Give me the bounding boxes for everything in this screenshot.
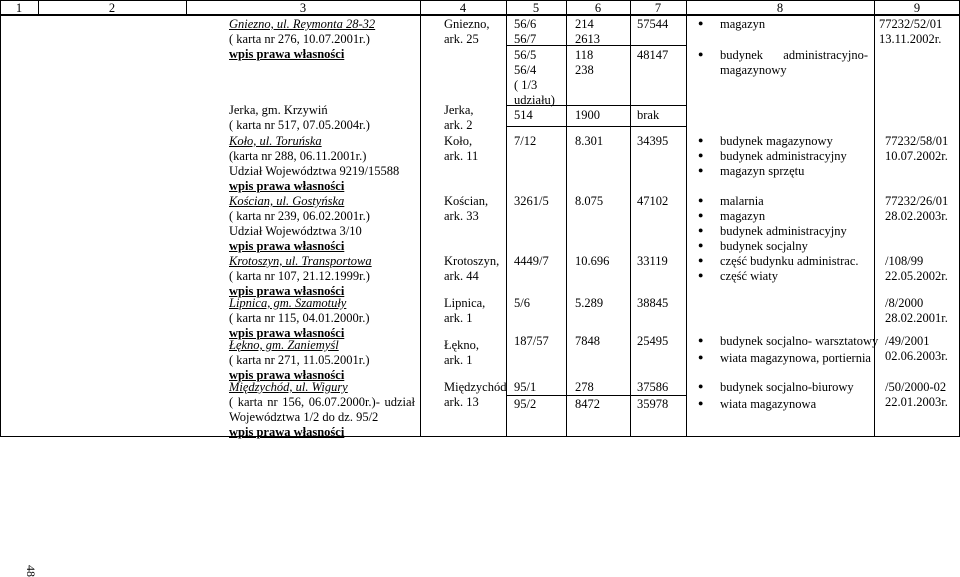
sheet: ark. 13	[444, 395, 479, 409]
building-item: magazynowy	[720, 63, 787, 77]
area: 7848	[575, 334, 600, 348]
value: 34395	[637, 134, 669, 148]
plot-number: 3261/5	[514, 194, 549, 208]
building-item: ● wiata magazynowa, portiernia	[720, 351, 871, 366]
value: 37586	[637, 380, 669, 394]
card-info: ( karta nr 156, 06.07.2000r.)- udział	[229, 395, 415, 409]
decision-number: 77232/26/01	[885, 194, 949, 208]
column-line	[630, 0, 631, 436]
table-bottom-border	[0, 436, 960, 437]
building-item: ● malarnia	[720, 194, 764, 209]
sheet: ark. 2	[444, 118, 473, 132]
column-line	[874, 0, 875, 436]
district: Kościan,	[444, 194, 489, 208]
location-name: Koło, ul. Toruńska	[229, 134, 322, 148]
value: 35978	[637, 397, 669, 411]
decision-date: 10.07.2002r.	[885, 149, 948, 163]
building-item: ● magazyn sprzętu	[720, 164, 804, 179]
district: Jerka,	[444, 103, 474, 117]
building-item: ● część wiaty	[720, 269, 778, 284]
location-name: Międzychód, ul. Wigury	[229, 380, 348, 394]
decision-number: /108/99	[885, 254, 924, 268]
building-item: ● magazyn	[720, 209, 765, 224]
ownership-entry: wpis prawa własności	[229, 425, 345, 439]
plot-number: 7/12	[514, 134, 537, 148]
sheet: ark. 25	[444, 32, 479, 46]
building-item: ● budynek socjalno-biurowy	[720, 380, 854, 395]
building-item: ● budynek administracyjny	[720, 224, 847, 239]
card-info: ( karta nr 517, 07.05.2004r.)	[229, 118, 370, 132]
header-col-1: 1	[0, 0, 38, 16]
sheet: ark. 1	[444, 353, 473, 367]
column-line	[566, 0, 567, 436]
value: brak	[637, 108, 660, 122]
area: 2613	[575, 32, 600, 46]
building-item: ● część budynku administrac.	[720, 254, 859, 269]
district: Łękno,	[444, 338, 480, 352]
district: Koło,	[444, 134, 473, 148]
page-number: 48	[24, 565, 38, 577]
ownership-entry: wpis prawa własności	[229, 239, 345, 253]
area: 8472	[575, 397, 600, 411]
district: Lipnica,	[444, 296, 486, 310]
header-col-4: 4	[420, 0, 506, 16]
plot-number: 56/4	[514, 63, 537, 77]
sheet: ark. 44	[444, 269, 479, 283]
ownership-entry: wpis prawa własności	[229, 47, 345, 61]
decision-date: 13.11.2002r.	[879, 32, 942, 46]
share-info: Województwa 1/2 do dz. 95/2	[229, 410, 379, 424]
building-item: ● magazyn	[720, 17, 765, 32]
header-col-3: 3	[186, 0, 420, 16]
plot-number: 5/6	[514, 296, 530, 310]
building-item: ● budynek magazynowy	[720, 134, 833, 149]
column-line	[686, 0, 687, 436]
value: 33119	[637, 254, 668, 268]
building-item: ● budynek socjalny	[720, 239, 808, 254]
decision-date: 22.05.2002r.	[885, 269, 948, 283]
plot-number: 56/6	[514, 17, 537, 31]
value: 25495	[637, 334, 669, 348]
value: 57544	[637, 17, 669, 31]
decision-date: 22.01.2003r.	[885, 395, 948, 409]
building-item: ● wiata magazynowa	[720, 397, 816, 412]
header-col-6: 6	[566, 0, 630, 16]
row-divider	[506, 105, 686, 106]
column-line	[506, 0, 507, 436]
area: 1900	[575, 108, 600, 122]
value: 47102	[637, 194, 669, 208]
area: 10.696	[575, 254, 610, 268]
building-item: ● budynek socjalno- warsztatowy	[720, 334, 878, 349]
location-name: Gniezno, ul. Reymonta 28-32	[229, 17, 376, 31]
ownership-entry: wpis prawa własności	[229, 284, 345, 298]
ownership-entry: wpis prawa własności	[229, 179, 345, 193]
decision-date: 02.06.2003r.	[885, 349, 948, 363]
header-col-5: 5	[506, 0, 566, 16]
header-col-7: 7	[630, 0, 686, 16]
plot-number: 4449/7	[514, 254, 549, 268]
column-line	[186, 0, 187, 15]
location-name: Łękno, gm. Zaniemyśl	[229, 338, 339, 352]
area: 214	[575, 17, 594, 31]
sheet: ark. 11	[444, 149, 479, 163]
share-note: ( 1/3	[514, 78, 538, 92]
column-line	[0, 0, 1, 436]
area: 5.289	[575, 296, 604, 310]
header-col-2: 2	[38, 0, 186, 16]
district: Krotoszyn,	[444, 254, 500, 268]
decision-number: /50/2000-02	[885, 380, 947, 394]
header-col-8: 8	[686, 0, 874, 16]
card-info: ( karta nr 115, 04.01.2000r.)	[229, 311, 370, 325]
row-divider	[506, 395, 686, 396]
building-item: ● budynek administracyjny	[720, 149, 847, 164]
share-info: Udział Województwa 3/10	[229, 224, 362, 238]
card-info: (karta nr 288, 06.11.2001r.)	[229, 149, 367, 163]
plot-number: 95/2	[514, 397, 537, 411]
row-divider	[506, 126, 686, 127]
header-col-9: 9	[874, 0, 960, 16]
row-divider	[506, 45, 686, 46]
decision-date: 28.02.2001r.	[885, 311, 948, 325]
decision-number: 77232/58/01	[885, 134, 949, 148]
card-info: ( karta nr 271, 11.05.2001r.)	[229, 353, 370, 367]
ownership-entry: wpis prawa własności	[229, 368, 345, 382]
area: 238	[575, 63, 594, 77]
location-name: Lipnica, gm. Szamotuły	[229, 296, 347, 310]
decision-date: 28.02.2003r.	[885, 209, 948, 223]
area: 8.075	[575, 194, 604, 208]
building-item: ● budynek administracyjno-	[720, 48, 868, 63]
location-name: Krotoszyn, ul. Transportowa	[229, 254, 372, 268]
decision-number: /8/2000	[885, 296, 924, 310]
location-name: Kościan, ul. Gostyńska	[229, 194, 345, 208]
decision-number: /49/2001	[885, 334, 930, 348]
card-info: ( karta nr 107, 21.12.1999r.)	[229, 269, 370, 283]
area: 278	[575, 380, 594, 394]
decision-number: 77232/52/01	[879, 17, 943, 31]
location-name: Jerka, gm. Krzywiń	[229, 103, 328, 117]
district: Międzychód	[444, 380, 507, 394]
card-info: ( karta nr 239, 06.02.2001r.)	[229, 209, 370, 223]
value: 38845	[637, 296, 669, 310]
plot-number: 514	[514, 108, 533, 122]
area: 118	[575, 48, 594, 62]
share-note: udziału)	[514, 93, 555, 107]
column-line	[420, 0, 421, 436]
column-line	[38, 0, 39, 15]
plot-number: 56/5	[514, 48, 537, 62]
plot-number: 187/57	[514, 334, 549, 348]
district: Gniezno,	[444, 17, 490, 31]
plot-number: 95/1	[514, 380, 537, 394]
value: 48147	[637, 48, 669, 62]
area: 8.301	[575, 134, 604, 148]
ownership-entry: wpis prawa własności	[229, 326, 345, 340]
sheet: ark. 33	[444, 209, 479, 223]
card-info: ( karta nr 276, 10.07.2001r.)	[229, 32, 370, 46]
plot-number: 56/7	[514, 32, 537, 46]
share-info: Udział Województwa 9219/15588	[229, 164, 400, 178]
sheet: ark. 1	[444, 311, 473, 325]
